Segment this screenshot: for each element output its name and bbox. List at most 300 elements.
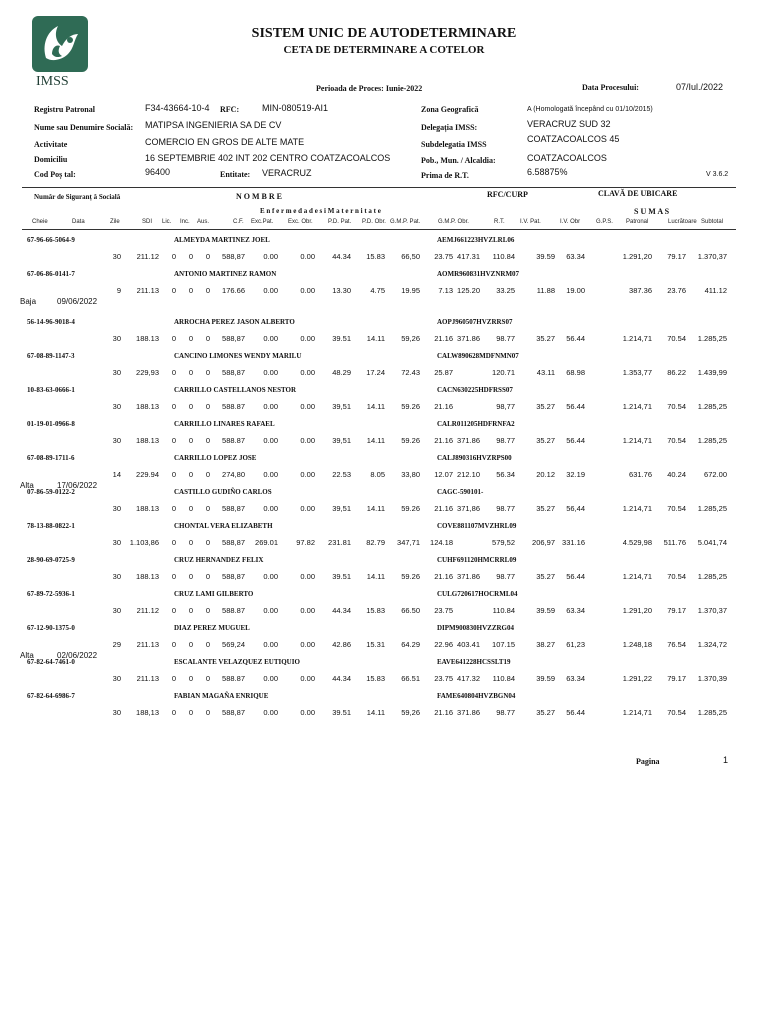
cell-value: 1.353,77 (622, 368, 652, 377)
cell-value: 588,87 (222, 538, 245, 547)
cell-value: 0.00 (263, 286, 278, 295)
process-date-label: Data Procesului: (582, 83, 639, 92)
cell-value: 211.13 (136, 286, 159, 295)
cell-value: 120.71 (492, 368, 515, 377)
cell-value: 97.82 (296, 538, 315, 547)
curp-value: CALJ890316HVZRPS00 (437, 454, 512, 462)
cell-value: 371,86 (457, 504, 480, 513)
postal-label: Cod Poș tal: (34, 170, 76, 179)
period: Perioada de Proces: Iunie-2022 (316, 84, 423, 93)
cell-value: 14.11 (366, 402, 385, 411)
cell-value: 21.16 (434, 334, 453, 343)
cell-value: 110.84 (492, 252, 515, 261)
sub-header: Patronal (626, 219, 649, 225)
cell-value: 1.439,99 (697, 368, 727, 377)
rfc-label: RFC: (220, 105, 240, 114)
cell-value: 15.31 (366, 640, 385, 649)
cell-value: 44.34 (332, 674, 351, 683)
sub-header: Lic. (162, 219, 172, 225)
cell-value: 30 (112, 572, 121, 581)
cell-value: 98.77 (496, 504, 515, 513)
cell-value: 0 (205, 402, 210, 411)
cell-value: 403.41 (457, 640, 480, 649)
cell-value: 0.00 (300, 402, 315, 411)
col-location-key: CLAVĂ DE UBICARE (598, 189, 678, 198)
cell-value: 0 (205, 334, 210, 343)
cell-value: 70.54 (667, 436, 686, 445)
cell-value: 56,44 (566, 504, 585, 513)
cell-value: 19.95 (401, 286, 420, 295)
cell-value: 347,71 (397, 538, 420, 547)
cell-value: 22.96 (434, 640, 453, 649)
worker-name: ANTONIO MARTINEZ RAMON (174, 270, 277, 278)
cell-value: 0.00 (263, 504, 278, 513)
cell-value: 417.32 (457, 674, 480, 683)
cell-value: 0 (188, 286, 193, 295)
cell-value: 588,87 (222, 368, 245, 377)
cell-value: 1.214,71 (622, 402, 652, 411)
cell-value: 0 (171, 368, 176, 377)
cell-value: 0 (188, 436, 193, 445)
cell-value: 0 (188, 368, 193, 377)
cell-value: 0.00 (263, 708, 278, 717)
cell-value: 70.54 (667, 572, 686, 581)
cell-value: 70.54 (667, 708, 686, 717)
page-label: Pagina (636, 757, 660, 766)
activity-value: COMERCIO EN GROS DE ALTE MATE (145, 137, 305, 147)
cell-value: 0 (188, 402, 193, 411)
cell-value: 0.00 (263, 606, 278, 615)
cell-value: 211.12 (136, 252, 159, 261)
cell-value: 61,23 (566, 640, 585, 649)
cell-value: 0 (188, 674, 193, 683)
sub-header: C.F. (233, 219, 244, 225)
curp-value: EAVE641228HCSSLT19 (437, 658, 511, 666)
cell-value: 1.285,25 (697, 334, 727, 343)
cell-value: 11.88 (536, 286, 555, 295)
cell-value: 35.27 (536, 708, 555, 717)
cell-value: 387.36 (629, 286, 652, 295)
cell-value: 14.11 (366, 436, 385, 445)
cell-value: 59.26 (401, 504, 420, 513)
cell-value: 1.370,37 (697, 606, 727, 615)
entity-label: Entitate: (220, 170, 251, 179)
cell-value: 38.27 (536, 640, 555, 649)
cell-value: 4.529,98 (622, 538, 652, 547)
cell-value: 0 (205, 538, 210, 547)
col-ssn: Număr de Siguranț ă Socială (34, 193, 121, 201)
cell-value: 1.285,25 (697, 708, 727, 717)
cell-value: 1.291,20 (622, 606, 652, 615)
ssn-value: 78-13-88-0822-1 (27, 522, 75, 530)
employer-name-label: Nume sau Denumire Socială: (34, 123, 134, 132)
cell-value: 59,26 (401, 334, 420, 343)
cell-value: 0.00 (263, 572, 278, 581)
cell-value: 579,52 (492, 538, 515, 547)
cell-value: 1.324,72 (697, 640, 727, 649)
curp-value: DIPM900830HVZZRG04 (437, 624, 514, 632)
cell-value: 39,51 (332, 504, 351, 513)
cell-value: 0 (205, 436, 210, 445)
cell-value: 0 (171, 538, 176, 547)
cell-value: 9 (116, 286, 121, 295)
movement-type: Alta (20, 481, 34, 490)
cell-value: 672.00 (704, 470, 727, 479)
cell-value: 0.00 (263, 402, 278, 411)
cell-value: 0.00 (300, 504, 315, 513)
cell-value: 30 (112, 252, 121, 261)
cell-value: 22.53 (332, 470, 351, 479)
cell-value: 0.00 (263, 334, 278, 343)
cell-value: 98.77 (496, 334, 515, 343)
worker-name: DIAZ PEREZ MUGUEL (174, 624, 250, 632)
cell-value: 588,87 (222, 334, 245, 343)
cell-value: 0 (171, 334, 176, 343)
cell-value: 7.13 (438, 286, 453, 295)
cell-value: 0 (205, 286, 210, 295)
delegation-value: VERACRUZ SUD 32 (527, 119, 611, 129)
cell-value: 0.00 (263, 252, 278, 261)
curp-value: CALR011205HDFRNFA2 (437, 420, 515, 428)
registry-value: F34-43664-10-4 (145, 103, 210, 113)
curp-value: CACN630225HDFRSS07 (437, 386, 513, 394)
cell-value: 40.24 (667, 470, 686, 479)
cell-value: 30 (112, 708, 121, 717)
cell-value: 588,87 (222, 504, 245, 513)
cell-value: 56.44 (566, 436, 585, 445)
sub-header: I.V. Pat. (520, 219, 541, 225)
ssn-value: 67-08-89-1147-3 (27, 352, 75, 360)
cell-value: 23.75 (434, 606, 453, 615)
cell-value: 211.13 (136, 674, 159, 683)
cell-value: 30 (112, 368, 121, 377)
cell-value: 0.00 (300, 708, 315, 717)
cell-value: 188.13 (136, 334, 159, 343)
cell-value: 30 (112, 606, 121, 615)
cell-value: 23.76 (667, 286, 686, 295)
cell-value: 0.00 (300, 470, 315, 479)
subdelegation-label: Subdelegatia IMSS (421, 140, 487, 149)
sub-header: Lucrătoare (668, 219, 697, 225)
curp-value: AOPJ960507HVZRRS07 (437, 318, 513, 326)
sub-header: Data (72, 219, 85, 225)
cell-value: 188.13 (136, 572, 159, 581)
worker-name: CASTILLO GUDIÑO CARLOS (174, 488, 272, 496)
cell-value: 0 (188, 708, 193, 717)
sub-header: R.T. (494, 219, 505, 225)
cell-value: 79.17 (667, 674, 686, 683)
cell-value: 0 (171, 470, 176, 479)
sub-header: I.V. Obr (560, 219, 581, 225)
cell-value: 0 (171, 640, 176, 649)
cell-value: 0.00 (300, 436, 315, 445)
cell-value: 21.16 (434, 436, 453, 445)
cell-value: 0.00 (300, 606, 315, 615)
cell-value: 64.29 (401, 640, 420, 649)
worker-name: ARROCHA PEREZ JASON ALBERTO (174, 318, 295, 326)
cell-value: 1.285,25 (697, 402, 727, 411)
sub-header: Subtotal (701, 219, 724, 225)
cell-value: 33.25 (496, 286, 515, 295)
cell-value: 29 (112, 640, 121, 649)
cell-value: 0 (171, 674, 176, 683)
cell-value: 0 (171, 572, 176, 581)
cell-value: 39,51 (332, 436, 351, 445)
ssn-value: 67-06-86-0141-7 (27, 270, 75, 278)
cell-value: 0 (188, 606, 193, 615)
cell-value: 269.01 (255, 538, 278, 547)
cell-value: 0 (205, 606, 210, 615)
cell-value: 66.50 (401, 606, 420, 615)
cell-value: 176.66 (222, 286, 245, 295)
cell-value: 63.34 (566, 606, 585, 615)
sub-header: G.M.P. Obr. (438, 219, 469, 225)
cell-value: 76.54 (667, 640, 686, 649)
document-subtitle: CETA DE DETERMINARE A COTELOR (283, 44, 485, 56)
cell-value: 59.26 (401, 572, 420, 581)
cell-value: 25.87 (434, 368, 453, 377)
col-name: N O M B R E (236, 192, 282, 201)
cell-value: 15.83 (366, 674, 385, 683)
version: V 3.6.2 (706, 171, 729, 178)
cell-value: 59.26 (401, 402, 420, 411)
cell-value: 188.13 (136, 504, 159, 513)
cell-value: 1.248,18 (622, 640, 652, 649)
cell-value: 588.87 (222, 674, 245, 683)
cell-value: 0 (188, 640, 193, 649)
curp-value: CUHF691120HMCRRL09 (437, 556, 517, 564)
cell-value: 56.44 (566, 402, 585, 411)
sub-header: Cheie (32, 219, 48, 225)
cell-value: 21.16 (434, 708, 453, 717)
cell-value: 124.18 (430, 538, 453, 547)
ssn-value: 67-82-64-7461-0 (27, 658, 75, 666)
cell-value: 107.15 (492, 640, 515, 649)
cell-value: 1.370,37 (697, 252, 727, 261)
cell-value: 44.34 (332, 606, 351, 615)
cell-value: 39.59 (536, 252, 555, 261)
cell-value: 631.76 (629, 470, 652, 479)
municipality-label: Pob., Mun. / Alcaldia: (421, 156, 496, 165)
worker-name: ALMEYDA MARTINEZ JOEL (174, 236, 270, 244)
cell-value: 0.00 (300, 252, 315, 261)
curp-value: COVE881107MVZHRL09 (437, 522, 517, 530)
cell-value: 21.16 (434, 504, 453, 513)
curp-value: CAGC-590101- (437, 488, 484, 496)
sub-header: G.M.P. Pat. (390, 219, 421, 225)
ssn-value: 67-08-89-1711-6 (27, 454, 75, 462)
cell-value: 1.103,86 (129, 538, 159, 547)
cell-value: 33,80 (401, 470, 420, 479)
ssn-value: 67-82-64-6986-7 (27, 692, 75, 700)
cell-value: 42.86 (332, 640, 351, 649)
cell-value: 13.30 (332, 286, 351, 295)
movement-type: Alta (20, 651, 34, 660)
cell-value: 68.98 (566, 368, 585, 377)
curp-value: CALW890628MDFNMN07 (437, 352, 519, 360)
ssn-value: 28-90-69-0725-9 (27, 556, 75, 564)
cell-value: 79.17 (667, 606, 686, 615)
cell-value: 1.214,71 (622, 504, 652, 513)
cell-value: 35.27 (536, 436, 555, 445)
premium-value: 6.58875% (527, 167, 568, 177)
cell-value: 588,87 (222, 252, 245, 261)
cell-value: 39,51 (332, 402, 351, 411)
sub-header: Exc.Pat. (251, 219, 274, 225)
cell-value: 0 (188, 504, 193, 513)
cell-value: 15.83 (366, 252, 385, 261)
cell-value: 4.75 (370, 286, 385, 295)
cell-value: 56.44 (566, 334, 585, 343)
process-date: 07/Iul./2022 (676, 82, 724, 92)
cell-value: 0 (171, 708, 176, 717)
movement-type: Baja (20, 297, 37, 306)
cell-value: 35.27 (536, 572, 555, 581)
page-number: 1 (723, 755, 729, 765)
cell-value: 206,97 (532, 538, 555, 547)
cell-value: 98.77 (496, 572, 515, 581)
municipality-value: COATZACOALCOS (527, 153, 607, 163)
cell-value: 70.54 (667, 334, 686, 343)
cell-value: 59,26 (401, 708, 420, 717)
cell-value: 0.00 (300, 368, 315, 377)
cell-value: 19.00 (566, 286, 585, 295)
ssn-value: 10-83-63-0666-1 (27, 386, 75, 394)
worker-name: CHONTAL VERA ELIZABETH (174, 522, 273, 530)
cell-value: 229.94 (136, 470, 159, 479)
curp-value: FAME640804HVZBGN04 (437, 692, 516, 700)
cell-value: 79.17 (667, 252, 686, 261)
cell-value: 98.77 (496, 708, 515, 717)
cell-value: 1.291,22 (622, 674, 652, 683)
ssn-value: 67-89-72-5936-1 (27, 590, 75, 598)
subdelegation-value: COATZACOALCOS 45 (527, 134, 620, 144)
cell-value: 0 (205, 572, 210, 581)
cell-value: 20.12 (536, 470, 555, 479)
cell-value: 30 (112, 504, 121, 513)
sub-header: Exc. Obr. (288, 219, 313, 225)
activity-label: Activitate (34, 140, 68, 149)
cell-value: 21.16 (434, 402, 453, 411)
cell-value: 511.76 (663, 538, 686, 547)
cell-value: 44.34 (332, 252, 351, 261)
cell-value: 0.00 (263, 368, 278, 377)
cell-value: 0.00 (263, 674, 278, 683)
cell-value: 588,87 (222, 572, 245, 581)
curp-value: AEMJ661223HVZLRL06 (437, 236, 515, 244)
cell-value: 39.59 (536, 606, 555, 615)
cell-value: 569,24 (222, 640, 245, 649)
sub-header: G.P.S. (596, 219, 613, 225)
delegation-label: Delegația IMSS: (421, 123, 478, 132)
cell-value: 1.214,71 (622, 436, 652, 445)
cell-value: 417.31 (457, 252, 480, 261)
cell-value: 0 (205, 368, 210, 377)
cell-value: 82.79 (366, 538, 385, 547)
cell-value: 1.285,25 (697, 436, 727, 445)
worker-name: CRUZ LAMI GILBERTO (174, 590, 254, 598)
cell-value: 274,80 (222, 470, 245, 479)
cell-value: 0 (188, 334, 193, 343)
cell-value: 0.00 (300, 334, 315, 343)
cell-value: 0 (171, 252, 176, 261)
cell-value: 1.370,39 (697, 674, 727, 683)
cell-value: 0 (205, 504, 210, 513)
domicile-label: Domiciliu (34, 155, 68, 164)
cell-value: 14.11 (366, 572, 385, 581)
cell-value: 63.34 (566, 674, 585, 683)
worker-name: CARRILLO CASTELLANOS NESTOR (174, 386, 297, 394)
cell-value: 0 (205, 640, 210, 649)
cell-value: 98.77 (496, 436, 515, 445)
cell-value: 110.84 (492, 606, 515, 615)
cell-value: 8.05 (370, 470, 385, 479)
cell-value: 35.27 (536, 402, 555, 411)
cell-value: 48.29 (332, 368, 351, 377)
cell-value: 411.12 (704, 286, 727, 295)
cell-value: 0.00 (263, 436, 278, 445)
sub-header: Aus. (197, 219, 210, 225)
cell-value: 14.11 (366, 334, 385, 343)
ssn-value: 67-12-90-1375-0 (27, 624, 75, 632)
cell-value: 66.51 (401, 674, 420, 683)
cell-value: 110.84 (492, 674, 515, 683)
cell-value: 21.16 (434, 572, 453, 581)
cell-value: 5.041,74 (697, 538, 727, 547)
cell-value: 15.83 (366, 606, 385, 615)
cell-value: 35.27 (536, 334, 555, 343)
worker-name: CARRILLO LOPEZ JOSE (174, 454, 257, 462)
ssn-value: 07-86-59-0122-2 (27, 488, 75, 496)
worker-name: FABIAN MAGAÑA ENRIQUE (174, 692, 269, 700)
entity-value: VERACRUZ (262, 168, 312, 178)
movement-date: 17/06/2022 (57, 481, 98, 490)
header-bottom-rule (22, 229, 736, 230)
document-title: SISTEM UNIC DE AUTODETERMINARE (251, 26, 517, 41)
cell-value: 86.22 (667, 368, 686, 377)
cell-value: 56.34 (496, 470, 515, 479)
cell-value: 39.51 (332, 572, 351, 581)
cell-value: 371.86 (457, 572, 480, 581)
cell-value: 39.51 (332, 334, 351, 343)
cell-value: 371.86 (457, 334, 480, 343)
postal-value: 96400 (145, 167, 171, 177)
cell-value: 371.86 (457, 708, 480, 717)
cell-value: 14 (112, 470, 121, 479)
cell-value: 231.81 (328, 538, 351, 547)
cell-value: 0 (188, 252, 193, 261)
cell-value: 0 (205, 674, 210, 683)
cell-value: 43.11 (536, 368, 555, 377)
cell-value: 125.20 (457, 286, 480, 295)
cell-value: 72.43 (401, 368, 420, 377)
cell-value: 30 (112, 538, 121, 547)
cell-value: 211.13 (136, 640, 159, 649)
cell-value: 0 (171, 436, 176, 445)
cell-value: 1.214,71 (622, 572, 652, 581)
cell-value: 0.00 (263, 470, 278, 479)
employer-name: MATIPSA INGENIERIA SA DE CV (145, 120, 282, 130)
sub-header: P.D. Obr. (362, 219, 386, 225)
cell-value: 0.00 (300, 674, 315, 683)
cell-value: 0 (171, 286, 176, 295)
cell-value: 30 (112, 436, 121, 445)
logo-text: IMSS (36, 74, 69, 89)
worker-name: ESCALANTE VELAZQUEZ EUTIQUIO (174, 658, 300, 666)
zone-value: A (Homologată începând cu 01/10/2015) (527, 106, 653, 113)
cell-value: 188.13 (136, 436, 159, 445)
cell-value: 0 (205, 470, 210, 479)
